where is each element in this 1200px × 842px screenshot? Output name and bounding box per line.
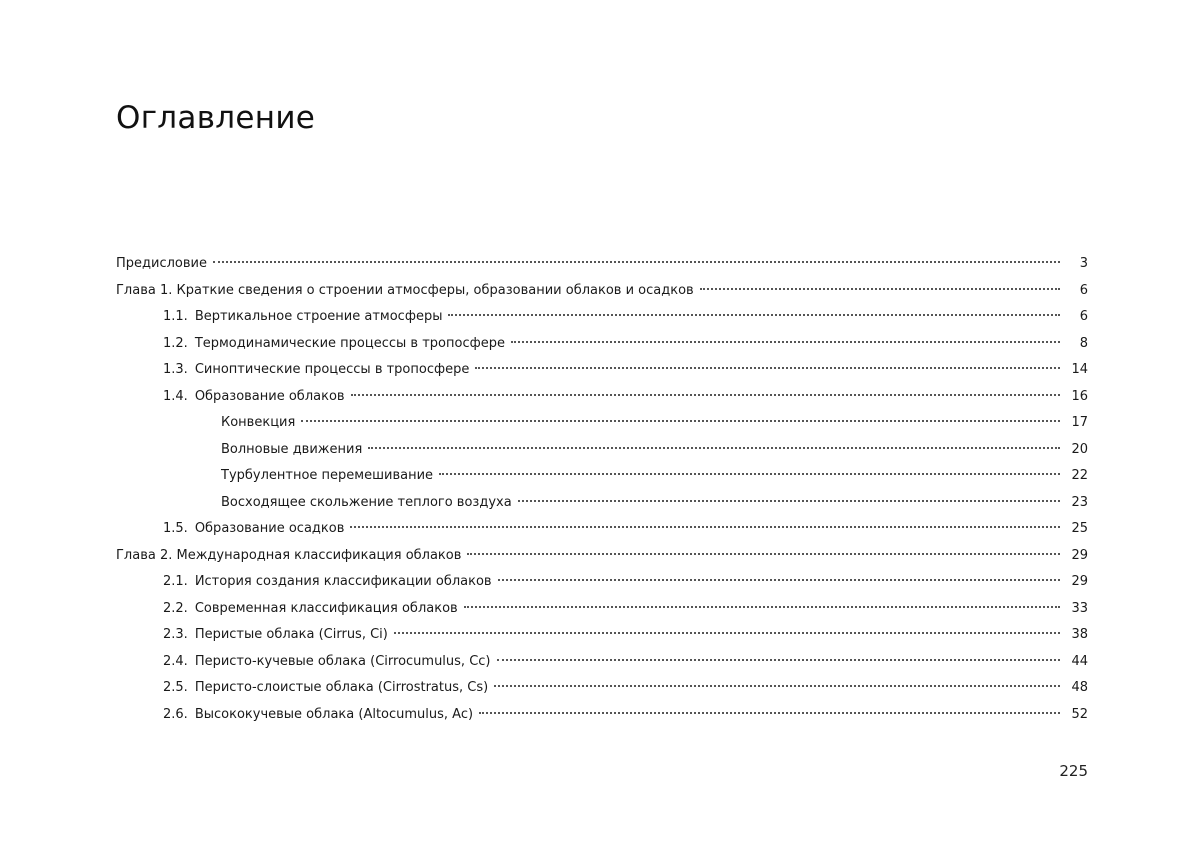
toc-entry-turbulent-mixing[interactable] — [116, 463, 1088, 490]
toc-dot-leader — [700, 288, 1060, 290]
toc-entry-page: 20 — [1071, 441, 1088, 457]
toc-entry-2-5[interactable] — [116, 675, 1088, 702]
toc-entry-1-3[interactable] — [116, 357, 1088, 384]
toc-dot-leader — [497, 659, 1061, 661]
toc-entry-title: Конвекция — [221, 415, 296, 430]
toc-dot-leader — [301, 420, 1060, 422]
toc-entry-title: Перисто-кучевые облака (Cirrocumulus, Cc) — [194, 653, 491, 669]
toc-dot-leader — [494, 685, 1060, 687]
toc-entry-title: Образование осадков — [194, 521, 345, 536]
toc-dot-leader — [498, 579, 1060, 581]
toc-entry-1-4[interactable] — [116, 384, 1088, 411]
toc-entry-title: Глава 1. Краткие сведения о строении атмосферы, образовании облаков и осадков — [116, 282, 694, 298]
toc-entry-preface[interactable] — [116, 251, 1088, 278]
toc-entry-page: 48 — [1071, 680, 1088, 695]
toc-dot-leader — [464, 606, 1060, 608]
toc-entry-2-6[interactable] — [116, 702, 1088, 729]
toc-entry-page: 22 — [1071, 468, 1088, 483]
toc-dot-leader — [368, 447, 1060, 449]
toc-entry-warm-air-upglide[interactable] — [116, 490, 1088, 517]
toc-entry-page: 52 — [1071, 706, 1088, 722]
toc-entry-number: 1.1. — [163, 309, 188, 324]
toc-entry-convection[interactable] — [116, 410, 1088, 437]
toc-entry-number: 1.2. — [163, 335, 188, 351]
toc-entry-number: 2.2. — [163, 600, 188, 616]
toc-entry-number: 1.5. — [163, 521, 188, 536]
toc-entry-title: Волновые движения — [221, 441, 363, 457]
toc-dot-leader — [351, 394, 1060, 396]
toc-entry-number: 2.6. — [163, 706, 188, 722]
toc-entry-1-5[interactable] — [116, 516, 1088, 543]
toc-entry-page: 17 — [1071, 415, 1088, 430]
toc-entry-page: 16 — [1071, 388, 1088, 404]
toc-entry-1-1[interactable] — [116, 304, 1088, 331]
toc-entry-chapter-1[interactable] — [116, 278, 1088, 305]
toc-entry-wave-motion[interactable] — [116, 437, 1088, 464]
toc-entry-number: 2.1. — [163, 574, 188, 589]
toc-entry-2-3[interactable] — [116, 622, 1088, 649]
toc-dot-leader — [213, 261, 1060, 263]
toc-entry-title: Образование облаков — [194, 388, 345, 404]
toc-entry-title: Предисловие — [116, 256, 207, 271]
toc-dot-leader — [448, 314, 1060, 316]
toc-entry-title: Термодинамические процессы в тропосфере — [194, 335, 505, 351]
toc-dot-leader — [518, 500, 1060, 502]
page-title: Оглавление — [116, 100, 316, 136]
toc-entry-2-4[interactable] — [116, 649, 1088, 676]
page-number: 225 — [1059, 762, 1088, 780]
table-of-contents — [116, 251, 1088, 728]
toc-entry-title: Перистые облака (Cirrus, Ci) — [194, 627, 388, 642]
toc-entry-page: 14 — [1071, 362, 1088, 377]
toc-entry-number: 1.4. — [163, 388, 188, 404]
toc-entry-page: 3 — [1079, 256, 1088, 271]
toc-entry-title: История создания классификации облаков — [194, 574, 492, 589]
toc-entry-2-1[interactable] — [116, 569, 1088, 596]
toc-dot-leader — [475, 367, 1060, 369]
toc-entry-page: 29 — [1071, 574, 1088, 589]
toc-entry-1-2[interactable] — [116, 331, 1088, 358]
toc-dot-leader — [394, 632, 1060, 634]
toc-entry-title: Восходящее скольжение теплого воздуха — [221, 494, 512, 510]
toc-dot-leader — [511, 341, 1060, 343]
toc-entry-page: 29 — [1071, 547, 1088, 563]
toc-entry-number: 2.4. — [163, 653, 188, 669]
toc-entry-page: 23 — [1071, 494, 1088, 510]
toc-entry-title: Турбулентное перемешивание — [221, 468, 434, 483]
toc-entry-page: 8 — [1079, 335, 1088, 351]
toc-entry-number: 2.5. — [163, 680, 188, 695]
toc-entry-number: 1.3. — [163, 362, 188, 377]
toc-entry-title: Перисто-слоистые облака (Cirrostratus, Cs) — [194, 680, 489, 695]
toc-entry-2-2[interactable] — [116, 596, 1088, 623]
toc-dot-leader — [350, 526, 1060, 528]
toc-entry-title: Вертикальное строение атмосферы — [194, 309, 443, 324]
toc-dot-leader — [479, 712, 1060, 714]
toc-dot-leader — [467, 553, 1060, 555]
toc-entry-title: Высококучевые облака (Altocumulus, Ac) — [194, 706, 474, 722]
toc-entry-chapter-2[interactable] — [116, 543, 1088, 570]
toc-dot-leader — [439, 473, 1060, 475]
toc-entry-page: 33 — [1071, 600, 1088, 616]
toc-entry-title: Современная классификация облаков — [194, 600, 458, 616]
toc-entry-title: Глава 2. Международная классификация облаков — [116, 547, 462, 563]
toc-entry-page: 6 — [1079, 309, 1088, 324]
toc-entry-page: 25 — [1071, 521, 1088, 536]
toc-entry-page: 44 — [1071, 653, 1088, 669]
toc-entry-page: 6 — [1079, 282, 1088, 298]
toc-entry-page: 38 — [1071, 627, 1088, 642]
toc-entry-title: Синоптические процессы в тропосфере — [194, 362, 470, 377]
toc-entry-number: 2.3. — [163, 627, 188, 642]
